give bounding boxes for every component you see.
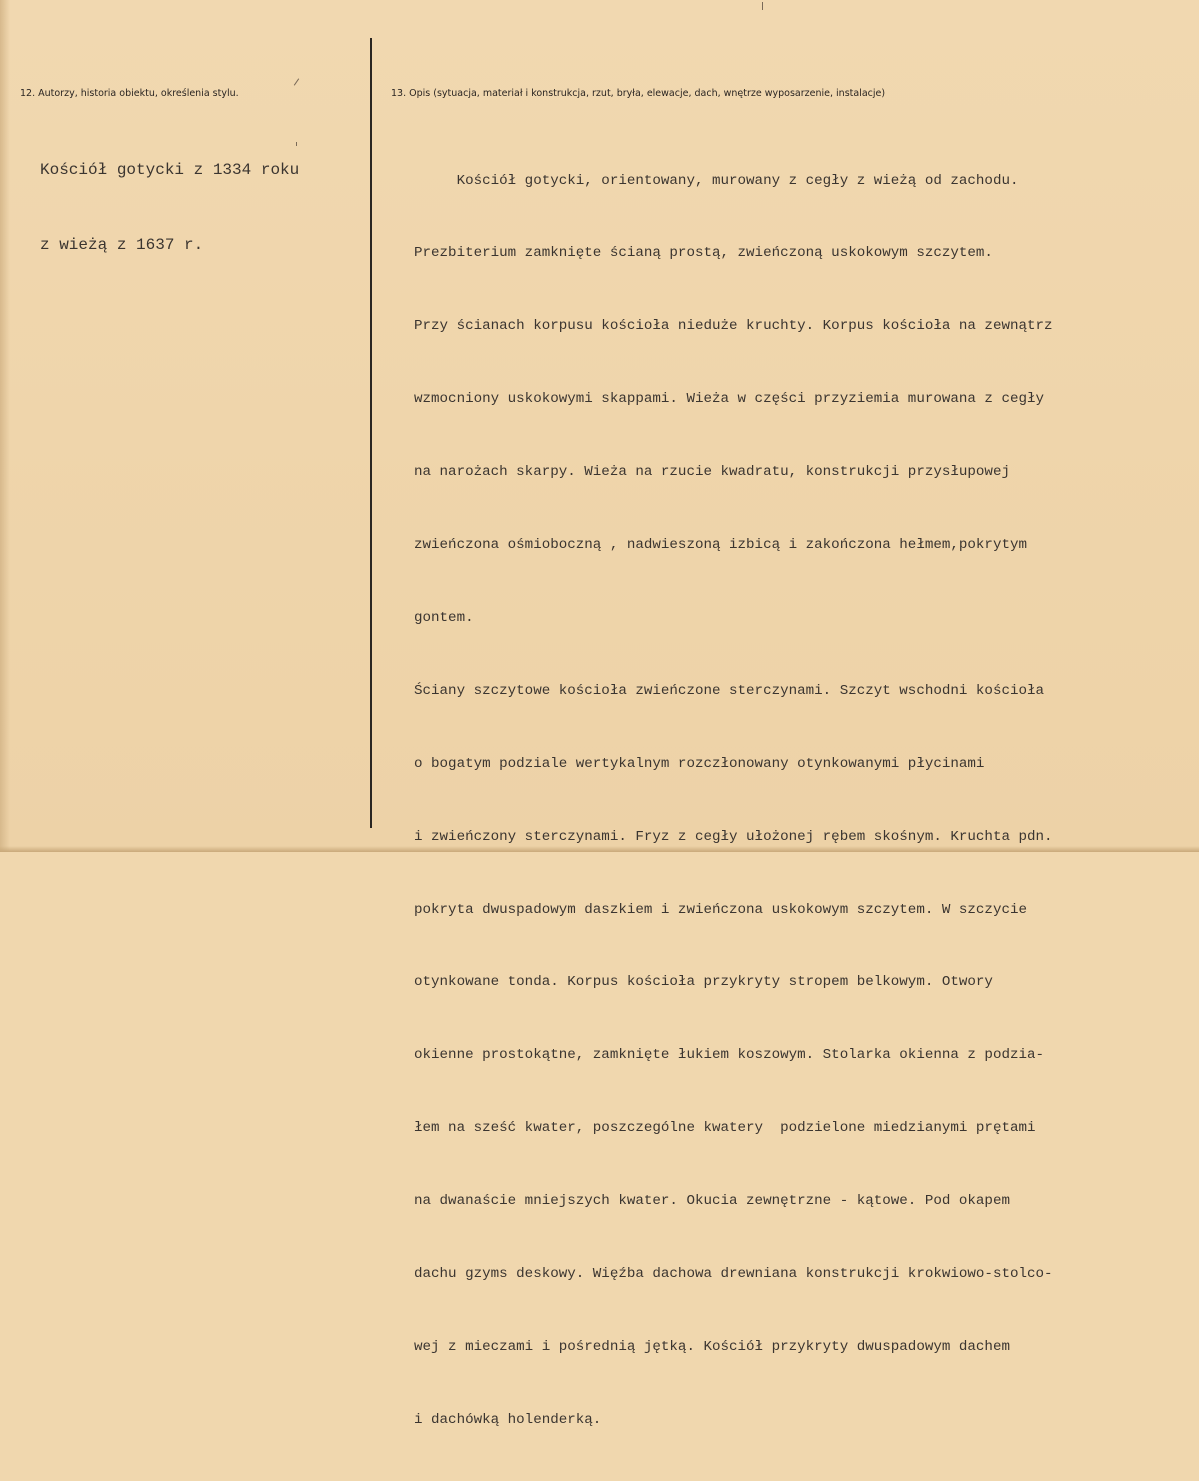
section-13-line: na dwanaście mniejszych kwater. Okucia zewnętrzne - kątowe. Pod okapem [414, 1193, 1010, 1210]
section-13-line: otynkowane tonda. Korpus kościoła przykryty stropem belkowym. Otwory [414, 974, 993, 991]
column-divider [370, 38, 372, 828]
tick-mark-left [294, 78, 299, 85]
section-13-line: wej z mieczami i pośrednią jętką. Kościół przykryty dwuspadowym dachem [414, 1338, 1010, 1355]
section-13-line: Przy ścianach korpusu kościoła nieduże kruchty. Korpus kościoła na zewnątrz [414, 318, 1053, 335]
section-13-text [414, 120, 1053, 1481]
section-12-line: Kościół gotycki z 1334 roku [40, 161, 300, 179]
section-13-label: 13. Opis (sytuacja, materiał i konstrukcja, rzut, bryła, elewacje, dach, wnętrze wyposarzenie, instalacje) [391, 88, 886, 99]
section-13-line: o bogatym podziale wertykalnym rozczłonowany otynkowanymi płycinami [414, 755, 985, 772]
section-13-line: dachu gzyms deskowy. Więźba dachowa drewniana konstrukcji krokwiowo-stolco- [414, 1265, 1053, 1282]
section-13-line: i dachówką holenderką. [414, 1411, 602, 1428]
section-13-line: łem na sześć kwater, poszczególne kwatery podzielone miedzianymi prętami [414, 1120, 1036, 1137]
section-13-line: wzmocniony uskokowymi skappami. Wieża w części przyziemia murowana z cegły [414, 391, 1045, 408]
section-13-line: gontem. [414, 609, 474, 626]
section-13-line: i zwieńczony sterczynami. Fryz z cegły ułożonej rębem skośnym. Kruchta pdn. [414, 828, 1053, 845]
section-12-line: z wieżą z 1637 r. [40, 236, 204, 254]
section-13-line: Kościół gotycki, orientowany, murowany z cegły z wieżą od zachodu. [414, 172, 1019, 189]
section-13-line: okienne prostokątne, zamknięte łukiem koszowym. Stolarka okienna z podzia- [414, 1047, 1045, 1064]
section-13-line: pokryta dwuspadowym daszkiem i zwieńczona uskokowym szczytem. W szczycie [414, 901, 1027, 918]
section-13-line: Prezbiterium zamknięte ścianą prostą, zwieńczoną uskokowym szczytem. [414, 245, 993, 262]
paper-edge-left [0, 0, 10, 852]
section-13-line: zwieńczona ośmioboczną , nadwieszoną izbicą i zakończona hełmem,pokrytym [414, 537, 1027, 554]
section-13-line: na narożach skarpy. Wieża na rzucie kwadratu, konstrukcji przysłupowej [414, 464, 1010, 481]
section-12-text [40, 108, 299, 308]
tick-mark-top [762, 2, 763, 10]
section-13-line: Ściany szczytowe kościoła zwieńczone sterczynami. Szczyt wschodni kościoła [414, 682, 1045, 699]
section-12-label: 12. Autorzy, historia obiektu, określenia stylu. [20, 88, 239, 99]
